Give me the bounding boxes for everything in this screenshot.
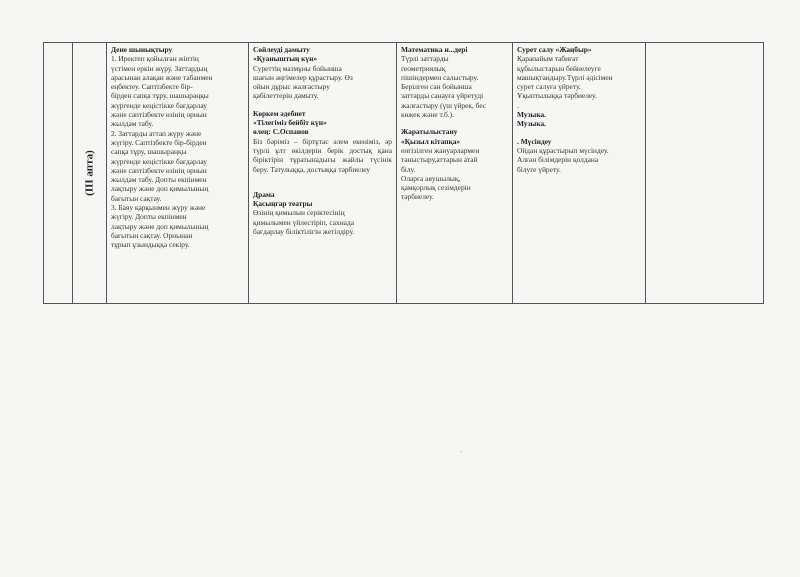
pe-line: жүргенде кеңістікке бағдарлау [111, 100, 207, 110]
sculpt-line: Алған білімдерін қолдана [517, 155, 599, 165]
pe-line: жүргенде кеңістікке бағдарлау [111, 156, 207, 166]
music-label: Музыка. [517, 119, 547, 129]
art-cell [513, 43, 646, 304]
speech-subtitle: «Қуаныштың күн» [253, 54, 318, 64]
week-cell [73, 43, 107, 304]
art-line: Ұқыптылыққа тәрбиелеу. [517, 91, 597, 101]
week-label: (III апта) [82, 150, 95, 196]
math-cell [397, 43, 513, 304]
pe-line: лақтыру және доп қимылының [111, 184, 209, 194]
empty-cell [646, 43, 764, 304]
pe-line: және саптізбекте өзінің орнын [111, 110, 207, 120]
pe-line: жылдам табу. [111, 119, 154, 129]
nature-line: енгізілген жануарлармен [401, 145, 480, 155]
pe-line: және саптізбекте өзінің орнын [111, 165, 207, 175]
speech-title: Сөйлеуді дамыту [253, 45, 310, 54]
pe-line: сапқа тұру, шашыраңқы [111, 147, 187, 157]
art-line: құбылыстарын бейнелеуге [517, 63, 601, 73]
stray-mark: · [460, 448, 463, 456]
pe-title: Дене шынықтыру [111, 45, 173, 54]
literature-text: Біз бәріміз – біртұтас әлем екеніміз, әр түрлі ұлт өкілдерін берік достық қана біріктірін тұратынадығы жайлы түсінік беру. Татулыққа, достыққа тәрбиелеу [253, 136, 392, 174]
art-line: Қарапайым табиғат [517, 54, 579, 64]
empty-cell [44, 43, 73, 304]
math-line: Берілген сан бойынша [401, 82, 472, 92]
pe-line: жүгіру. Допты екпінмен [111, 212, 187, 222]
pe-line: еңбектеу. Саптізбекте бір- [111, 82, 193, 92]
speech-line: шағын әңгімелер құрастыру. Өз [253, 72, 353, 82]
math-line: көжек және т.б.). [401, 110, 454, 120]
pe-line: бағытын сақтау. Орнынан [111, 230, 193, 240]
pe-line: жылдам табу. Допты екпінмен [111, 175, 207, 185]
math-title: Математика н...дері [401, 45, 468, 54]
pe-line: бірден сапқа тұру, шашыраңқы [111, 91, 209, 101]
drama-line: қимылымен үйлестіріп, сахнада [253, 217, 354, 227]
math-line: геометриялық [401, 63, 446, 73]
math-line: пішіндермен салыстыру. [401, 72, 479, 82]
pe-cell [107, 43, 249, 304]
drama-subtitle: Қасыңгар театры [253, 199, 313, 209]
pe-line: лақтыру және доп қимылының [111, 221, 209, 231]
drama-line: бағдарлау біліктілігін жетілдіру. [253, 227, 355, 237]
nature-line: білу. [401, 164, 416, 174]
pe-line: арасынан алақан және табанмен [111, 72, 213, 82]
literature-subtitle: «Тілегіміз бейбіт күн» [253, 118, 327, 128]
math-line: жалғастыру (үш үйрек, бес [401, 100, 487, 110]
nature-line: қамқорлық сезімдерін [401, 183, 471, 193]
math-line: заттарды санауға үйретуді [401, 91, 484, 101]
pe-line: үстімен еркін жүру. Заттардың [111, 63, 208, 73]
nature-line: Оларға аяушылық, [401, 173, 461, 183]
sculpt-line: Ойдан құрастырып мүсіндеу. [517, 145, 609, 155]
speech-line: ойын дұрыс жалғастыру [253, 82, 330, 92]
music-label: Музыка. [517, 110, 547, 120]
pe-line: 2. Заттарды аттап жүру және [111, 128, 202, 138]
art-line: машықтандыру.Түрлі әдісімен [517, 72, 613, 82]
art-title: Сурет салу «Жаңбыр» [517, 45, 592, 54]
pe-line: бағытын сақтау. [111, 193, 162, 203]
art-line: сурет салуға үйрету. [517, 82, 581, 92]
math-line: Түрлі заттарды [401, 54, 449, 64]
art-dot: . [517, 100, 519, 110]
weekly-plan-table [43, 42, 764, 304]
nature-line: таныстыру,аттарын атай [401, 155, 478, 165]
sculpt-title: . Мүсіндеу [517, 136, 552, 146]
nature-line: тәрбиелеу. [401, 192, 434, 202]
drama-title: Драма [253, 189, 275, 199]
literature-author: өлең: С.Оспанов [253, 127, 309, 137]
literature-title: Көркем әдебиет [253, 108, 306, 118]
nature-subtitle: «Қызыл кітапқа» [401, 136, 461, 146]
speech-cell [249, 43, 397, 304]
speech-line: Суреттің мазмұны бойынша [253, 63, 342, 73]
sculpt-line: білуге үйрету. [517, 164, 561, 174]
drama-line: Өзінің қимылын серіктесінің [253, 208, 345, 218]
pe-line: тұрып ұзындыққа секіру. [111, 240, 190, 250]
pe-line: 1. Иректеп қойылған жіптің [111, 54, 199, 64]
speech-line: қабілеттерін дамыту. [253, 91, 319, 101]
pe-line: 3. Баяу қарқынмен жүру және [111, 203, 206, 213]
table-row [44, 43, 764, 304]
pe-line: жүгіру. Саптізбекте бір-бірден [111, 137, 207, 147]
nature-title: Жаратылыстану [401, 127, 458, 137]
